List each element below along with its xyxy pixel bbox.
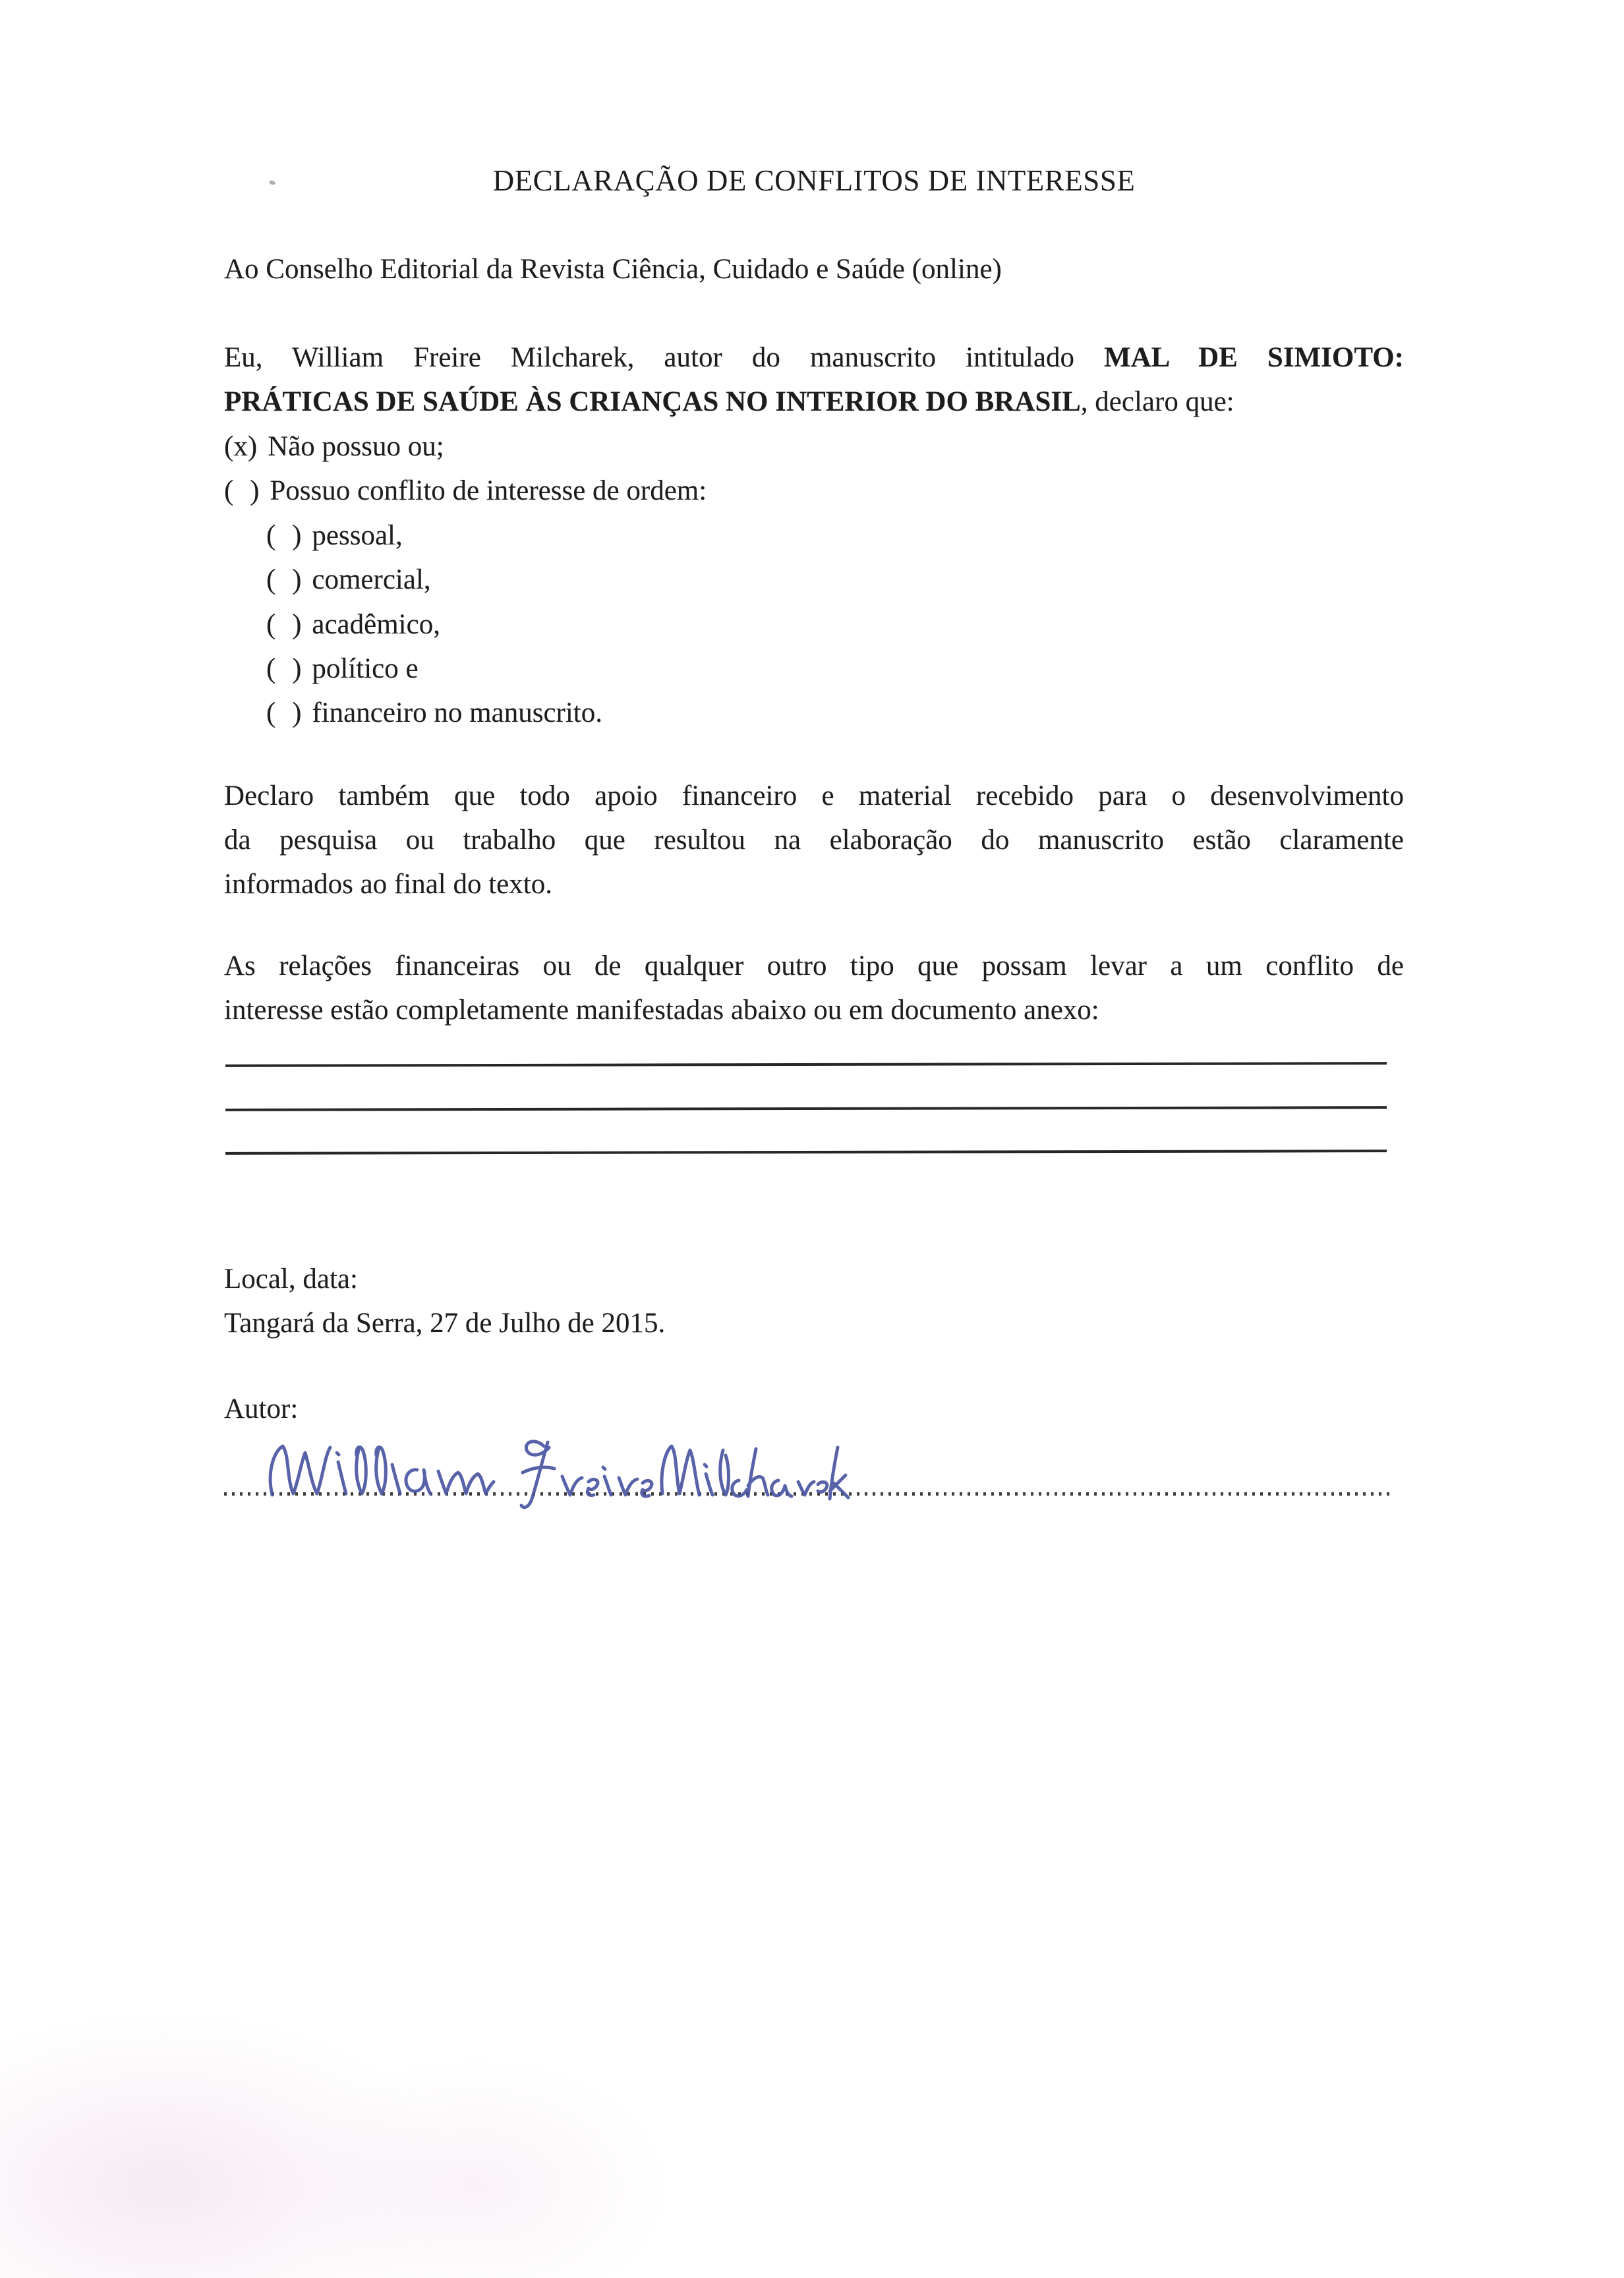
blank-rule-line [225,1106,1387,1111]
support-paragraph-line: Declaro também que todo apoio financeiro e material recebido para o desenvolvimento [224,780,1404,811]
declaration-text-regular: Eu, William Freire Milcharek, autor do manuscrito intitulado [224,342,1074,373]
option-label: comercial, [312,564,431,595]
checkbox-mark-empty: ( ) [266,520,302,551]
scan-smudge-artifact [277,2057,672,2278]
option-label: Não possuo ou; [268,431,444,462]
checkbox-mark-checked: (x) [224,431,258,462]
declaration-line-1 [224,340,1404,376]
author-label: Autor: [224,1393,299,1424]
option-nao-possuo [224,429,444,465]
option-label: Possuo conflito de interesse de ordem: [270,475,707,506]
blank-rule-line [225,1062,1387,1067]
place-date-label: Local, data: [224,1264,358,1295]
checkbox-mark-empty: ( ) [266,653,302,684]
option-possuo-conflito [224,473,707,509]
declaration-line-2 [224,384,1404,420]
checkbox-mark-empty: ( ) [266,609,302,640]
relations-paragraph-line: As relações financeiras ou de qualquer outro tipo que possam levar a um conflito de [224,950,1404,981]
addressee-line: Ao Conselho Editorial da Revista Ciência, Cuidado e Saúde (online) [224,254,1002,285]
option-pessoal [266,518,403,554]
checkbox-mark-empty: ( ) [266,564,302,595]
declaration-text-closing: , declaro que: [1080,386,1234,417]
option-comercial [266,562,431,598]
option-financeiro [266,695,602,731]
option-label: acadêmico, [312,609,440,640]
manuscript-title-part-2: PRÁTICAS DE SAÚDE ÀS CRIANÇAS NO INTERIOR DO BRASIL [224,386,1081,417]
place-date-value: Tangará da Serra, 27 de Julho de 2015. [224,1308,666,1339]
checkbox-mark-empty: ( ) [266,697,302,728]
author-signature [260,1421,854,1520]
option-label: pessoal, [312,520,403,551]
option-label: político e [312,653,419,684]
option-academico [266,607,440,643]
option-politico [266,651,419,687]
checkbox-mark-empty: ( ) [224,475,260,506]
document-title: DECLARAÇÃO DE CONFLITOS DE INTERESSE [492,164,1136,197]
manuscript-title-part-1: MAL DE SIMIOTO: [1104,342,1404,373]
relations-paragraph-line: interesse estão completamente manifestadas abaixo ou em documento anexo: [224,995,1099,1026]
option-label: financeiro no manuscrito. [312,697,602,728]
support-paragraph-line: da pesquisa ou trabalho que resultou na elaboração do manuscrito estão claramente [224,825,1404,856]
blank-rule-line [225,1150,1387,1155]
support-paragraph-line: informados ao final do texto. [224,869,552,900]
